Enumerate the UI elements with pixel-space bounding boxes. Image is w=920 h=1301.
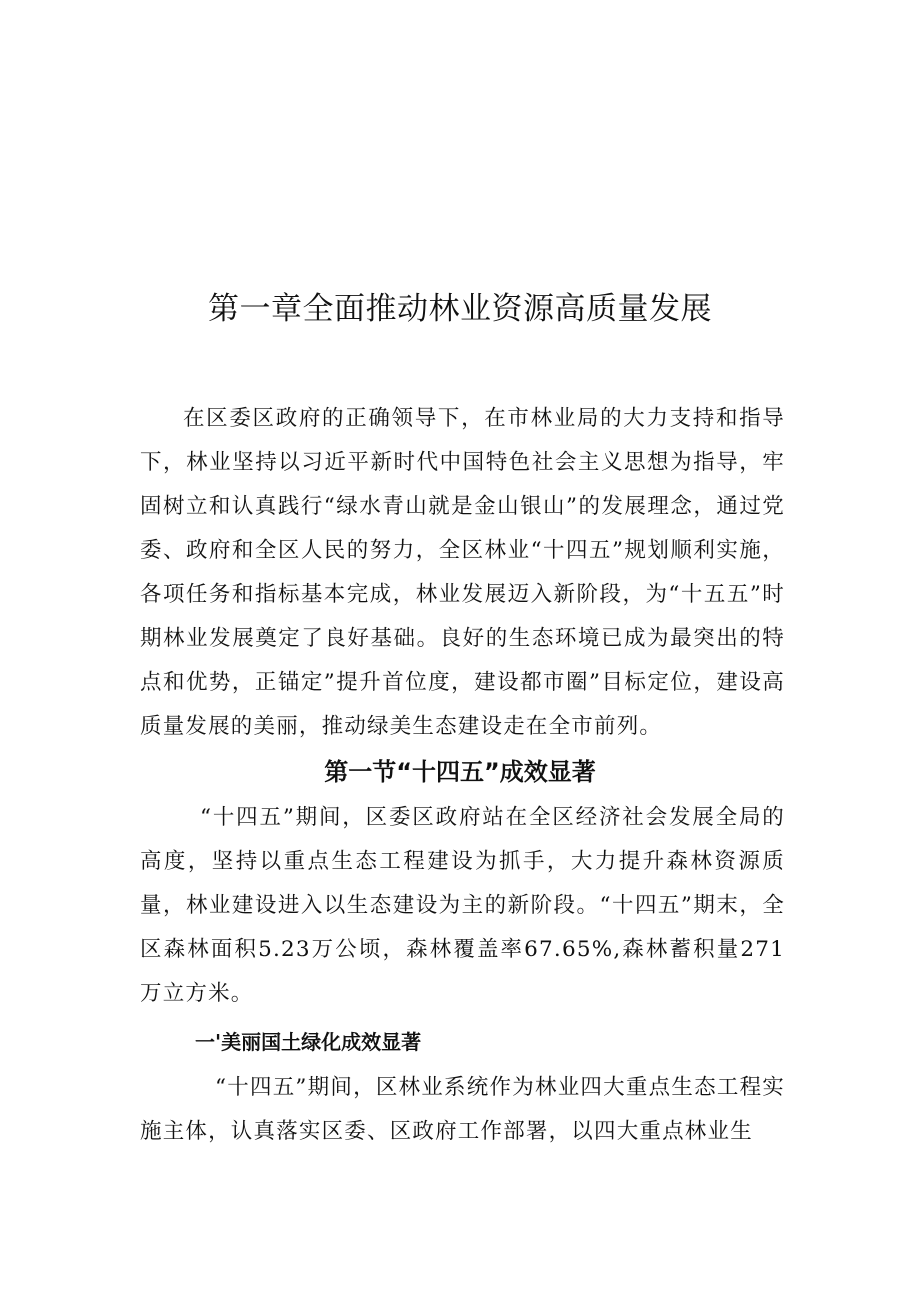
subsection-title: 一'美丽国土绿化成效显著	[195, 1030, 422, 1054]
body-paragraph: “十四五”期间，区委区政府站在全区经济社会发展全局的高度，坚持以重点生态工程建设为抓手，大力提升森林资源质量，林业建设进入以生态建设为主的新阶段。“十四五”期末，全区森林面积5.23万公顷，森林覆盖率67.65%,森林蓄积量271万立方米。	[140, 805, 785, 1006]
chapter-title: 第一章全面推动林业资源高质量发展	[208, 291, 712, 327]
body-paragraph: 在区委区政府的正确领导下，在市林业局的大力支持和指导下，林业坚持以习近平新时代中国特色社会主义思想为指导，牢固树立和认真践行“绿水青山就是金山银山”的发展理念，通过党委、政府和全区人民的努力，全区林业“十四五”规划顺利实施，各项任务和指标基本完成，林业发展迈入新阶段，为“十五五”时期林业发展奠定了良好基础。良好的生态环境已成为最突出的特点和优势，正锚定”提升首位度，建设都市圈”目标定位，建设高质量发展的美丽，推动绿美生态建设走在全市前列。	[140, 406, 785, 739]
section-title: 第一节“十四五”成效显著	[324, 758, 596, 786]
body-paragraph: “十四五”期间，区林业系统作为林业四大重点生态工程实施主体，认真落实区委、区政府工作部署，以四大重点林业生	[140, 1075, 785, 1144]
